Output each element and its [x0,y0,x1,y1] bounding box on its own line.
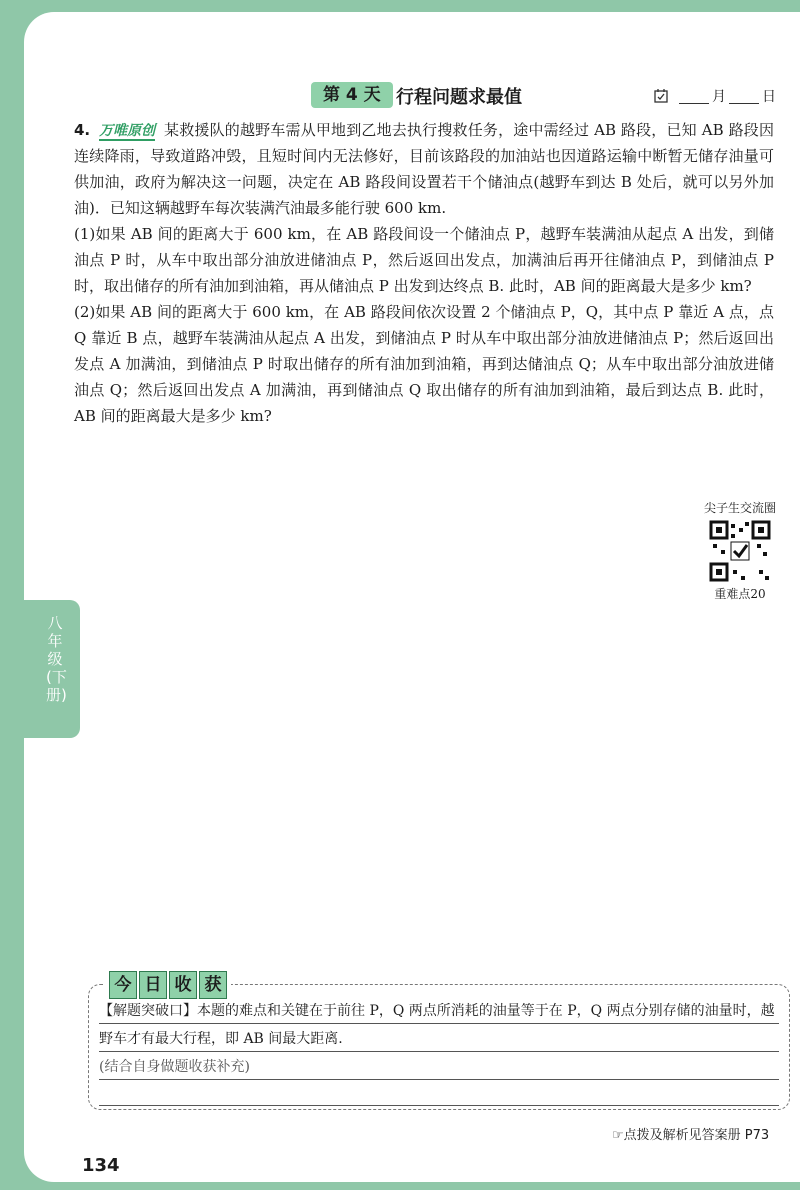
harvest-blank-line[interactable] [99,1081,779,1106]
side-tab-label: 八年级(下册) [46,614,67,704]
day-badge: 第 4 天 [311,82,393,108]
problem-part-2: (2)如果 AB 间的距离大于 600 km，在 AB 路段间依次设置 2 个储油点 P，Q，其中点 P 靠近 A 点，点 Q 靠近 B 点，越野车装满油从起点 A 出发，到储油点 P 时从车中取出部分油放进储油点 P；然后返回出发点 A 加满油，到储油点 P 时取出储存的所有油加到油箱，再到达储油点 Q；从车中取出部分油放进储油点 Q；然后返回出发点 A 加满油，再到储油点 Q 取出储存的所有油加到油箱，最后到达点 B. 此时，AB 间的距离最大是多少 km? [74,303,774,425]
harvest-title-char: 获 [199,971,227,999]
qr-top-label: 尖子生交流圈 [703,501,776,515]
qr-code-icon[interactable] [709,520,771,582]
header-title: 行程问题求最值 [396,87,522,108]
harvest-title-char: 收 [169,971,197,999]
problem-number: 4. [74,121,91,139]
harvest-line-1: 【解题突破口】本题的难点和关键在于前往 P，Q 两点所消耗的油量等于在 P，Q 两点分别存储的油量时，越 [99,999,779,1024]
side-tab [24,600,80,738]
problem-part-1: (1)如果 AB 间的距离大于 600 km，在 AB 路段间设一个储油点 P，越野车装满油从起点 A 出发，到储油点 P 时，从车中取出部分油放进储油点 P，然后返回出发点，加满油后再开往储油点 P，到储油点 P 时，取出储存的所有油加到油箱，再从储油点 P 出发到达终点 B. 此时，AB 间的距离最大是多少 km? [74,225,774,295]
day-label: 日 [762,89,776,105]
original-tag: 万唯原创 [99,123,156,139]
month-blank [679,89,709,104]
calendar-check-icon [654,89,668,103]
problem [74,117,774,429]
page-number: 134 [82,1155,120,1176]
qr-block [692,500,788,602]
harvest-line-3: (结合自身做题收获补充) [99,1055,779,1080]
harvest-title-char: 日 [139,971,167,999]
harvest-box [88,975,790,1110]
date-field [654,86,776,106]
month-label: 月 [712,89,726,105]
harvest-title-char: 今 [109,971,137,999]
header [24,72,800,112]
answer-reference: ☞点拨及解析见答案册 P73 [612,1128,770,1143]
day-blank [729,89,759,104]
problem-intro: 某救援队的越野车需从甲地到乙地去执行搜救任务，途中需经过 AB 路段，已知 AB 路段因连续降雨，导致道路冲毁，且短时间内无法修好，目前该路段的加油站也因道路运输中断暂无储存油量可供加油，政府为解决这一问题，决定在 AB 路段间设置若干个储油点(越野车到达 B 处后，就可以另外加油)．已知这辆越野车每次装满汽油最多能行驶 600 km. [74,121,774,217]
qr-bottom-label: 重难点20 [714,587,766,601]
page [24,12,800,1182]
harvest-line-2: 野车才有最大行程，即 AB 间最大距离. [99,1027,779,1052]
harvest-title [105,971,231,999]
